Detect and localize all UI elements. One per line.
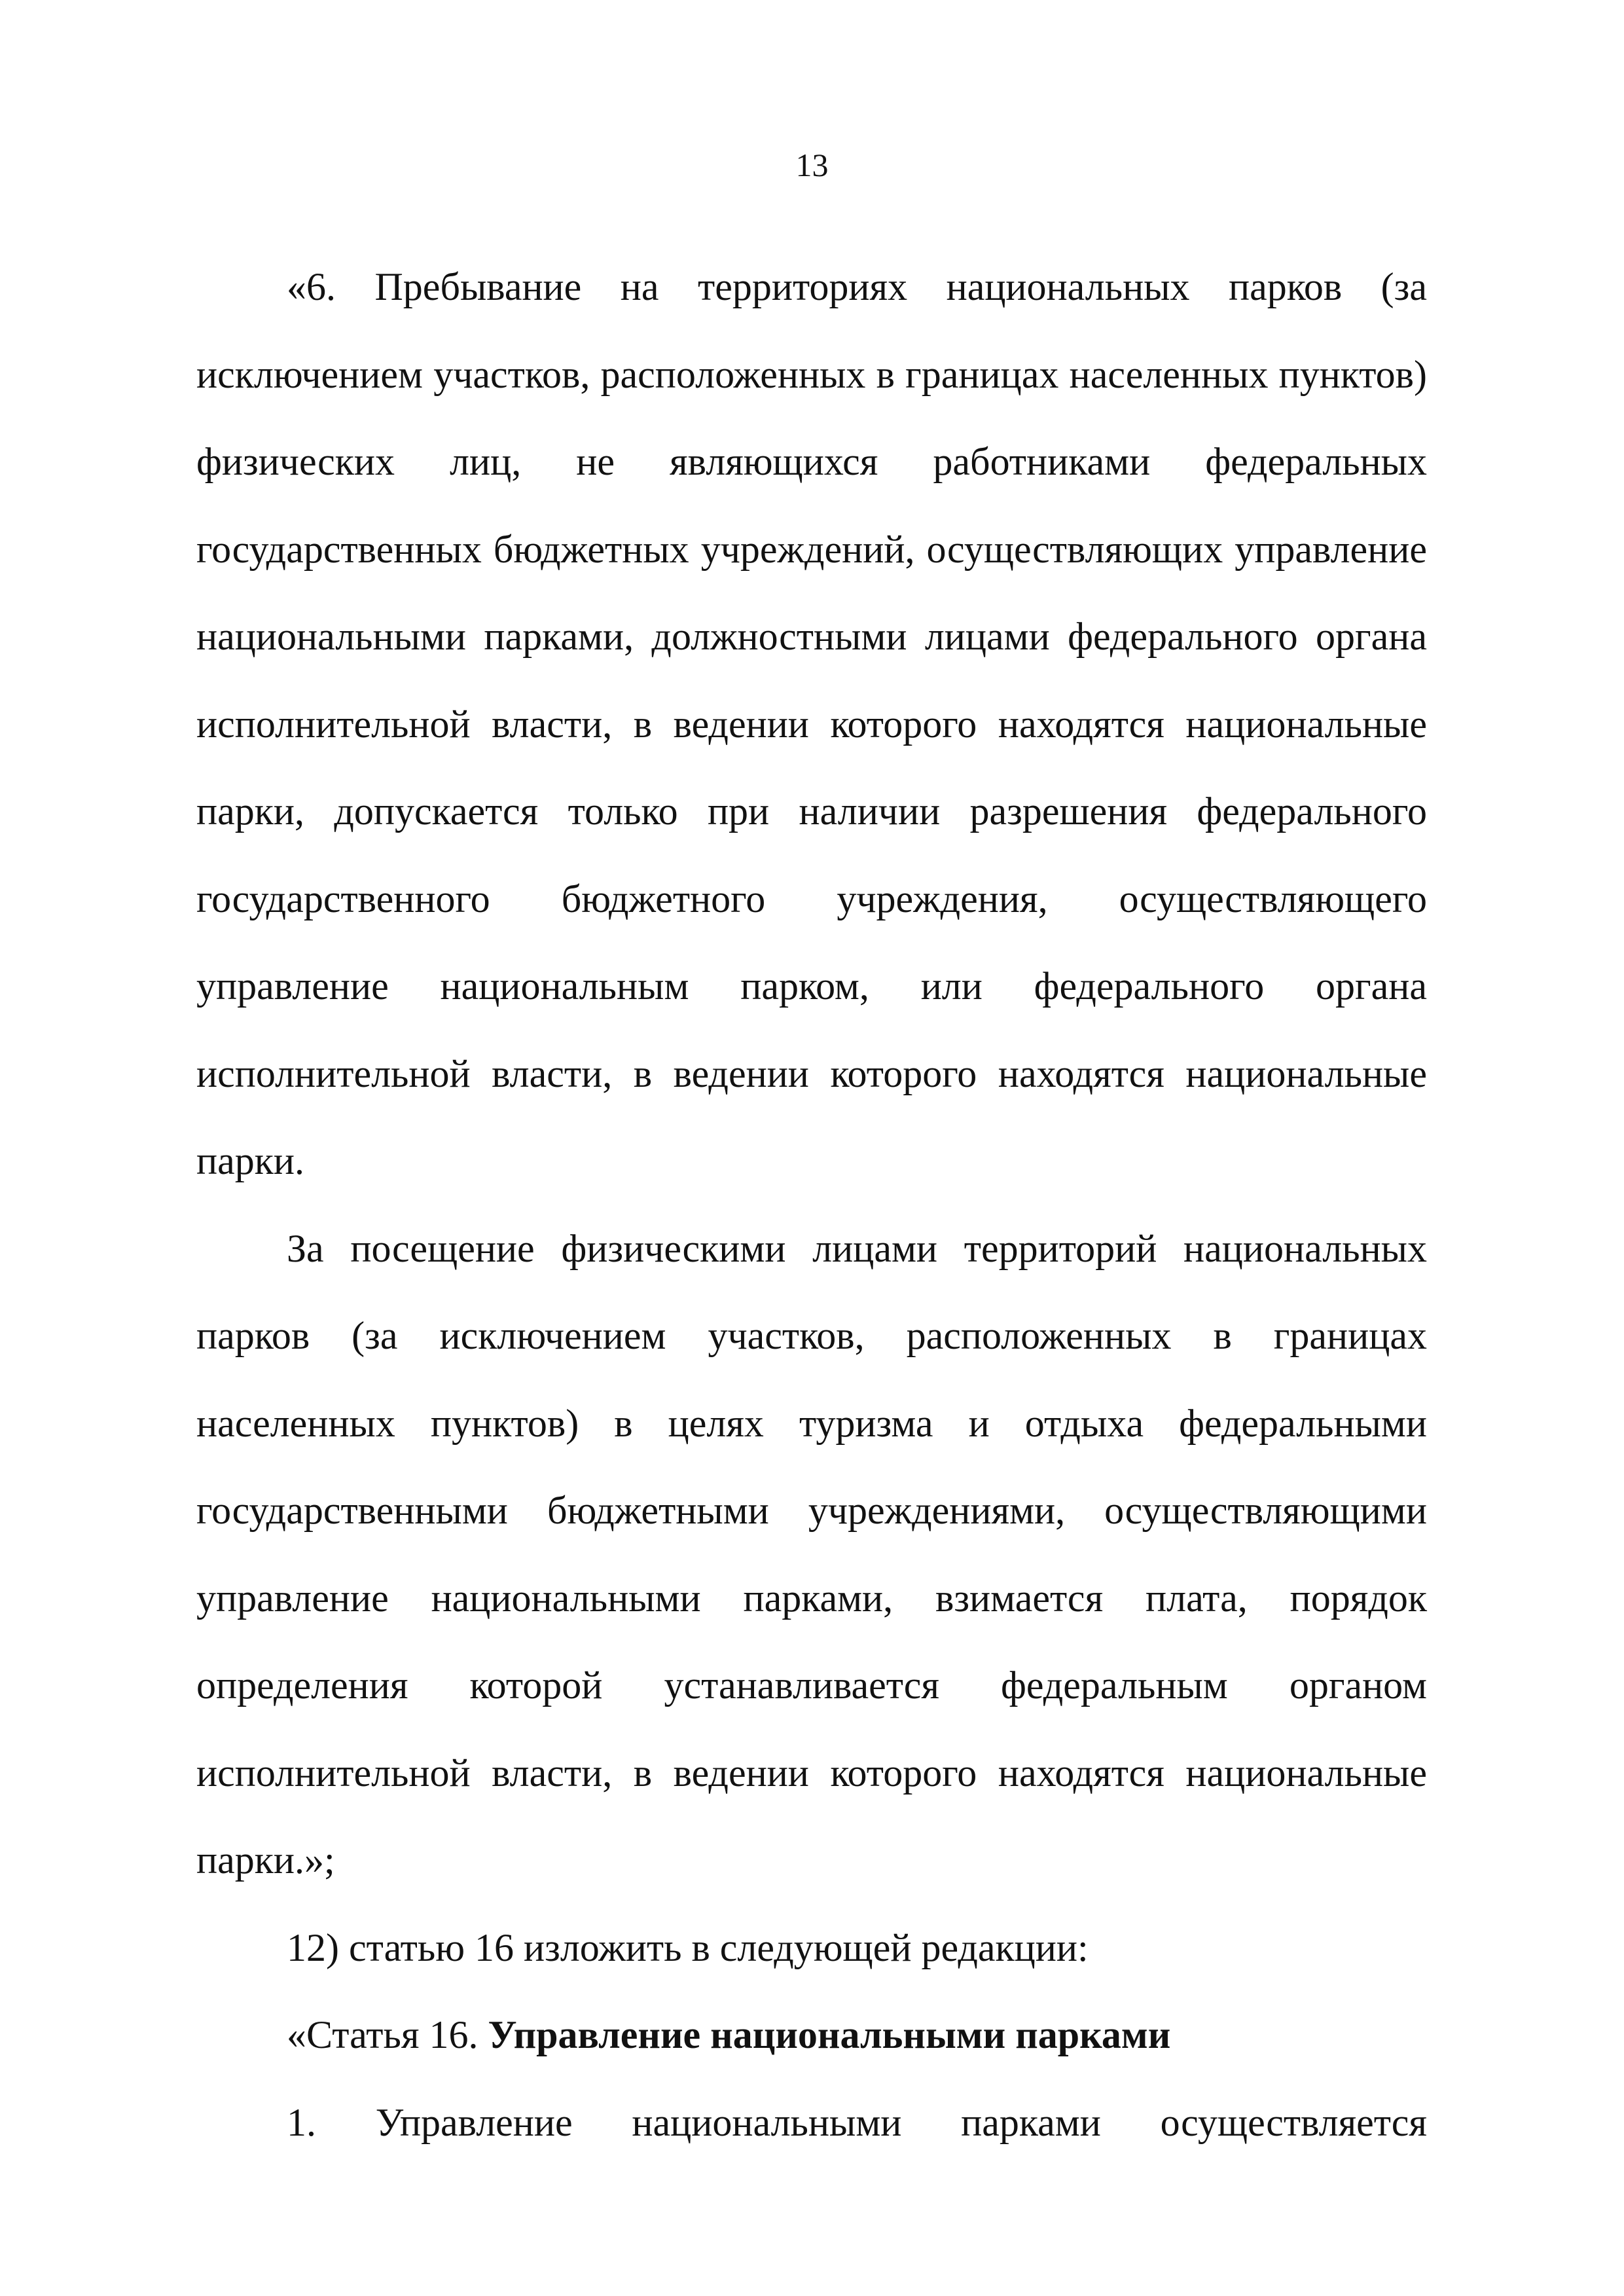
article-heading (196, 1992, 1427, 2079)
paragraph-visit-fee: За посещение физическими лицами территорий национальных парков (за исключением участков, расположенных в границах населенных пунктов) в целях туризма и отдыха федеральными государственными бюджетными учреждениями, осуществляющими управление национальными парками, взимается плата, порядок определения которой устанавливается федеральным органом исполнительной власти, в ведении которого находятся национальные парки.»; (196, 1226, 1427, 1882)
page-number: 13 (795, 147, 829, 183)
article-heading-title: Управление национальными парками (488, 2013, 1171, 2056)
paragraph-article-16-item-1: 1. Управление национальными парками осуществляется (287, 2100, 1427, 2144)
paragraph-item-6: «6. Пребывание на территориях национальных парков (за исключением участков, расположенных в границах населенных пунктов) физических лиц, не являющихся работниками федеральных государственных бюджетных учреждений, осуществляющих управление национальными парками, должностными лицами федерального органа исполнительной власти, в ведении которого находятся национальные парки, допускается только при наличии разрешения федерального государственного бюджетного учреждения, осуществляющего управление национальным парком, или федерального органа исполнительной власти, в ведении которого находятся национальные парки. (196, 265, 1427, 1182)
article-heading-prefix: «Статья 16. (287, 2013, 478, 2056)
paragraph-amendment-12: 12) статью 16 изложить в следующей редакции: (287, 1925, 1089, 1969)
document-body (196, 244, 1427, 2166)
